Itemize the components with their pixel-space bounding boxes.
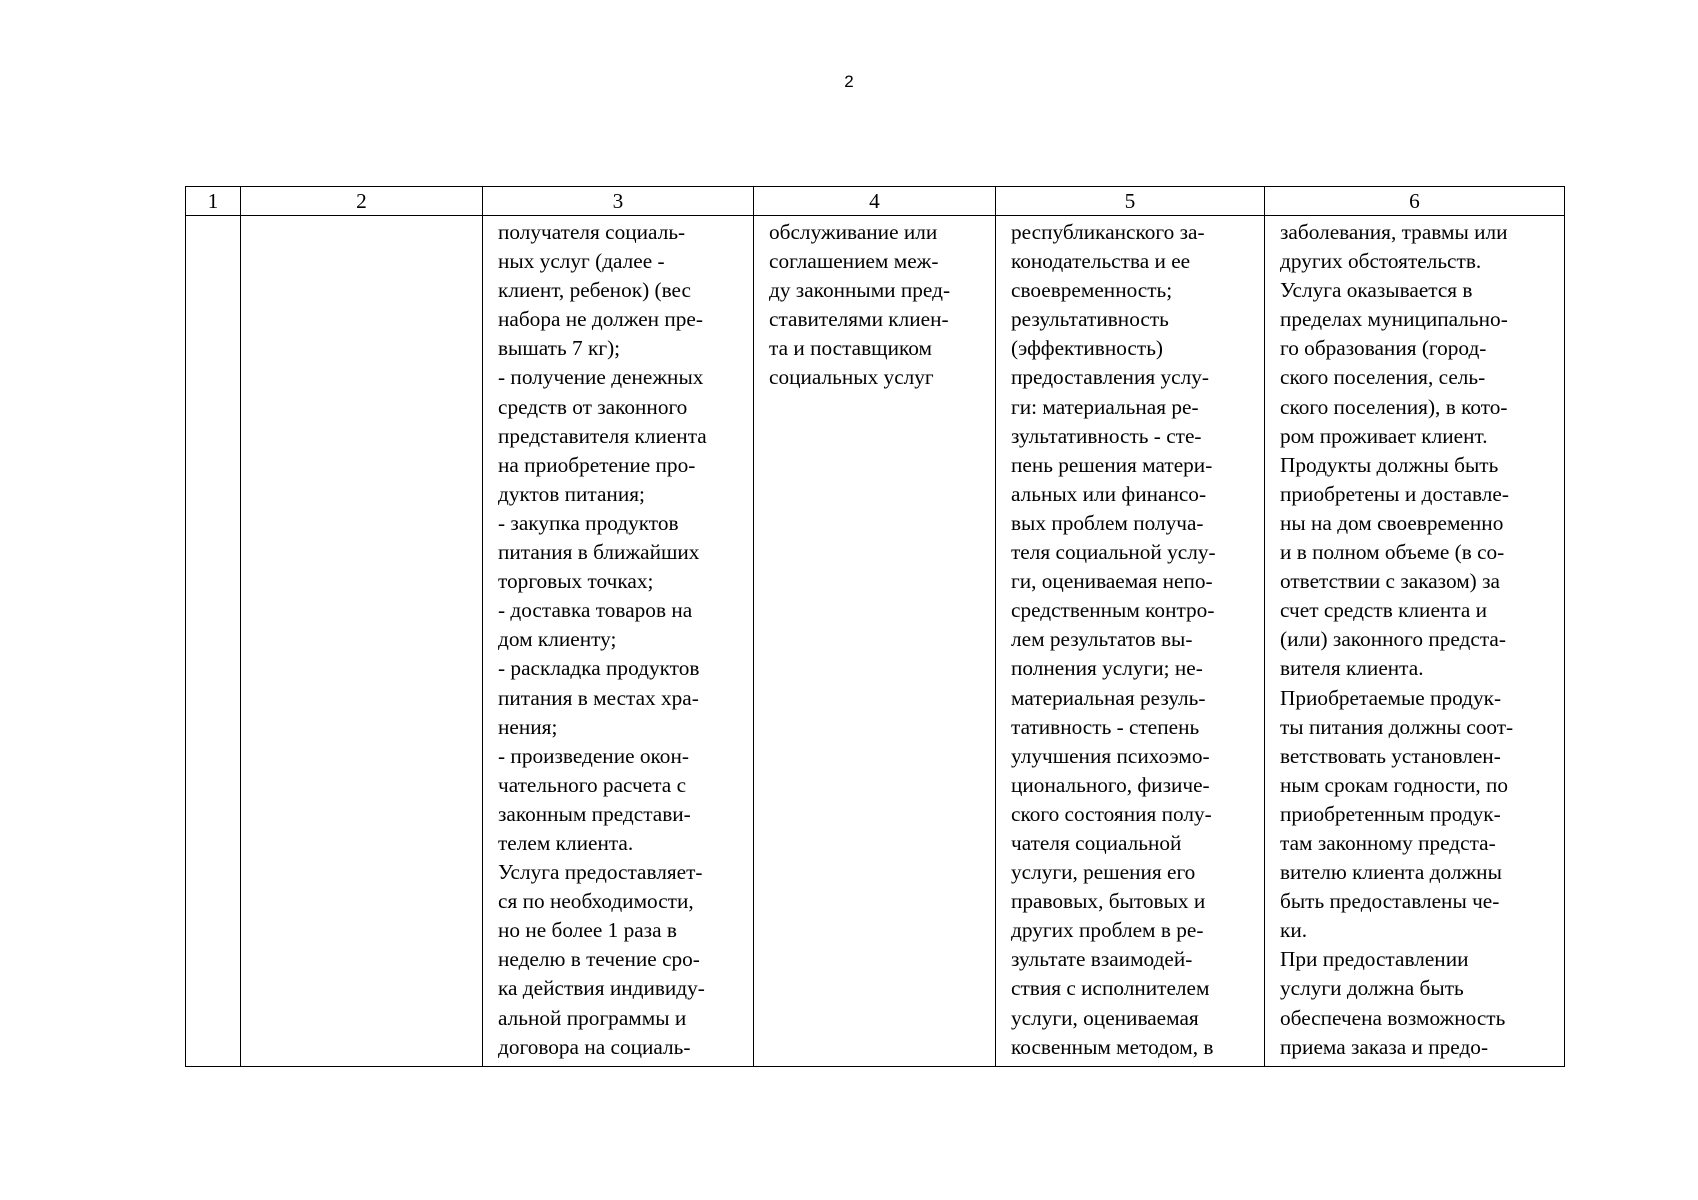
table-cell-col-2 <box>241 216 483 1067</box>
cell-text-line: Продукты должны быть <box>1280 452 1499 477</box>
cell-text-line: приобретены и доставле- <box>1280 481 1509 506</box>
cell-text-line: питания в ближайших <box>498 540 700 565</box>
cell-text-line: тативность - степень <box>1011 714 1200 739</box>
cell-text-line: - получение денежных <box>498 365 704 390</box>
cell-text-line: пень решения матери- <box>1011 452 1213 477</box>
cell-text-line: материальная резуль- <box>1011 685 1206 710</box>
cell-text-line: - раскладка продуктов <box>498 656 700 681</box>
cell-text-line: приобретенным продук- <box>1280 801 1501 826</box>
cell-text-line: вых проблем получа- <box>1011 510 1204 535</box>
cell-text-line: ты питания должны соот- <box>1280 714 1514 739</box>
cell-text-line: (или) законного предста- <box>1280 627 1506 652</box>
cell-text-line: ского поселения), в кото- <box>1280 394 1508 419</box>
cell-text-line: вышать 7 кг); <box>498 336 621 361</box>
cell-text-line: ка действия индивиду- <box>498 976 705 1001</box>
cell-text-line: ги: материальная ре- <box>1011 394 1199 419</box>
cell-text-line: ответствии с заказом) за <box>1280 569 1500 594</box>
cell-text-line: быть предоставлены че- <box>1280 889 1500 914</box>
table-cell-col-6 <box>1265 216 1565 1067</box>
cell-text-line: счет средств клиента и <box>1280 598 1488 623</box>
cell-text-line: - произведение окон- <box>498 743 689 768</box>
cell-text-line: правовых, бытовых и <box>1011 889 1206 914</box>
cell-text-line: зультате взаимодей- <box>1011 947 1193 972</box>
cell-text-line: ки. <box>1280 918 1308 943</box>
table-cell-col-4 <box>754 216 996 1067</box>
cell-text-line: услуги, оцениваемая <box>1011 1005 1199 1030</box>
cell-text-line: нения; <box>498 714 558 739</box>
cell-text-line: приема заказа и предо- <box>1280 1034 1489 1059</box>
cell-text-line: но не более 1 раза в <box>498 918 677 943</box>
cell-text-line: Услуга оказывается в <box>1280 278 1473 303</box>
cell-text-line: вителя клиента. <box>1280 656 1424 681</box>
cell-text-line: обеспечена возможность <box>1280 1005 1506 1030</box>
cell-text-line: ся по необходимости, <box>498 889 694 914</box>
cell-text-line: республиканского за- <box>1011 220 1205 244</box>
cell-text-line: набора не должен пре- <box>498 307 703 332</box>
cell-text-line: и в полном объеме (в со- <box>1280 540 1505 565</box>
table-cell-col-1 <box>186 216 241 1067</box>
cell-text-line: средственным контро- <box>1011 598 1215 623</box>
column-header: 6 <box>1265 187 1565 216</box>
cell-text-line: на приобретение про- <box>498 452 696 477</box>
page-number: 2 <box>844 72 854 91</box>
cell-text-line: ги, оцениваемая непо- <box>1011 569 1213 594</box>
cell-text-line: услуги, решения его <box>1011 860 1196 885</box>
table-cell-col-3 <box>483 216 754 1067</box>
cell-text-line: зультативность - сте- <box>1011 423 1202 448</box>
cell-text-line: торговых точках; <box>498 569 654 594</box>
column-header: 2 <box>241 187 483 216</box>
cell-text-line: телем клиента. <box>498 830 634 855</box>
cell-text-line: дуктов питания; <box>498 481 645 506</box>
column-header: 3 <box>483 187 754 216</box>
cell-text-line: теля социальной услу- <box>1011 540 1216 565</box>
services-table <box>185 186 1565 1067</box>
cell-text-line: - закупка продуктов <box>498 510 679 535</box>
cell-text-line: ным срокам годности, по <box>1280 772 1509 797</box>
cell-text-line: ветствовать установлен- <box>1280 743 1501 768</box>
cell-text-line: чательного расчета с <box>498 772 687 797</box>
cell-text-line: ны на дом своевременно <box>1280 510 1504 535</box>
table-cell-col-5 <box>996 216 1265 1067</box>
column-header: 5 <box>996 187 1265 216</box>
cell-text-line: ционального, физиче- <box>1011 772 1210 797</box>
cell-text-line: - доставка товаров на <box>498 598 693 623</box>
cell-text-line: ром проживает клиент. <box>1280 423 1488 448</box>
cell-text-line: заболевания, травмы или <box>1280 220 1508 244</box>
cell-text-line: клиент, ребенок) (вес <box>498 278 691 303</box>
cell-text-line: вителю клиента должны <box>1280 860 1502 885</box>
cell-text-line: других проблем в ре- <box>1011 918 1204 943</box>
cell-text-line: лем результатов вы- <box>1011 627 1193 652</box>
cell-text-line: конодательства и ее <box>1011 249 1191 274</box>
cell-text-line: альных или финансо- <box>1011 481 1207 506</box>
cell-text-line: улучшения психоэмо- <box>1011 743 1210 768</box>
cell-text-line: там законному предста- <box>1280 830 1496 855</box>
cell-text-line: питания в местах хра- <box>498 685 699 710</box>
cell-text-line: Приобретаемые продук- <box>1280 685 1502 710</box>
cell-text-line: чателя социальной <box>1011 830 1182 855</box>
cell-text-line: неделю в течение сро- <box>498 947 700 972</box>
cell-text-line: ского состояния полу- <box>1011 801 1212 826</box>
cell-text-line: ду законными пред- <box>769 278 951 303</box>
cell-text-line: других обстоятельств. <box>1280 249 1482 274</box>
cell-text-line: законным представи- <box>498 801 691 826</box>
cell-text-line: Услуга предоставляет- <box>498 860 703 885</box>
cell-text-line: косвенным методом, в <box>1011 1034 1214 1059</box>
cell-text-line: ставителями клиен- <box>769 307 949 332</box>
cell-text-line: пределах муниципально- <box>1280 307 1508 332</box>
cell-text-line: полнения услуги; не- <box>1011 656 1203 681</box>
column-header: 4 <box>754 187 996 216</box>
cell-text-line: обслуживание или <box>769 220 938 244</box>
cell-text-line: представителя клиента <box>498 423 707 448</box>
cell-text-line: услуги должна быть <box>1280 976 1464 1001</box>
cell-text-line: та и поставщиком <box>769 336 932 361</box>
cell-text-line: го образования (город- <box>1280 336 1487 361</box>
cell-text-line: договора на социаль- <box>498 1034 691 1059</box>
column-header: 1 <box>186 187 241 216</box>
cell-text-line: соглашением меж- <box>769 249 939 274</box>
cell-text-line: ных услуг (далее - <box>498 249 665 274</box>
cell-text-line: При предоставлении <box>1280 947 1469 972</box>
cell-text-line: (эффективность) <box>1011 336 1164 361</box>
cell-text-line: альной программы и <box>498 1005 687 1030</box>
cell-text-line: социальных услуг <box>769 365 934 390</box>
cell-text-line: ствия с исполнителем <box>1011 976 1210 1001</box>
cell-text-line: получателя социаль- <box>498 220 686 244</box>
table-header-row <box>186 187 1565 216</box>
cell-text-line: результативность <box>1011 307 1169 332</box>
cell-text-line: средств от законного <box>498 394 688 419</box>
table-row <box>186 216 1565 1067</box>
cell-text-line: своевременность; <box>1011 278 1173 303</box>
cell-text-line: предоставления услу- <box>1011 365 1209 390</box>
cell-text-line: дом клиенту; <box>498 627 617 652</box>
cell-text-line: ского поселения, сель- <box>1280 365 1486 390</box>
